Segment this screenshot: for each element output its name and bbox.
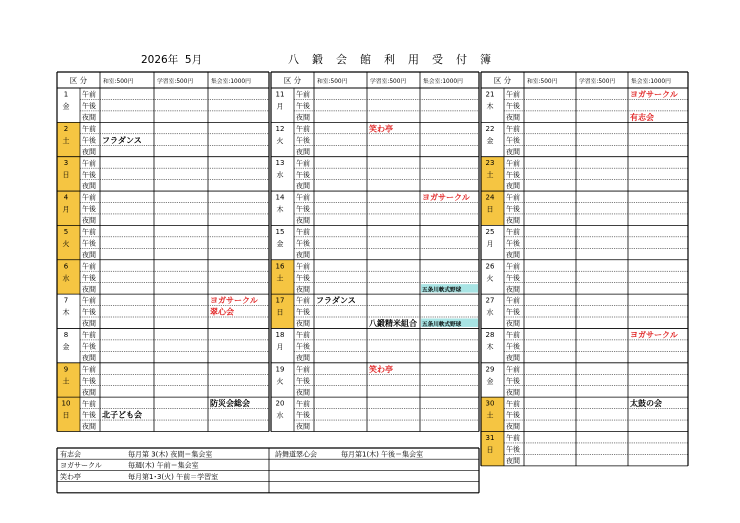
event-entry[interactable]: 五条川軟式野球 <box>422 287 462 294</box>
event-entry[interactable]: 防災会総会 <box>210 399 250 409</box>
slot-label: 午後 <box>82 308 96 317</box>
col-header-gakushu: 学習室:500円 <box>157 79 194 85</box>
col-header-washitsu: 和室:500円 <box>317 79 348 85</box>
slot-label: 午前 <box>506 331 520 340</box>
slot-label: 夜間 <box>82 147 96 156</box>
slot-label: 夜間 <box>296 147 310 156</box>
slot-label: 午前 <box>296 90 310 99</box>
slot-label: 午前 <box>506 296 520 305</box>
slot-label: 夜間 <box>506 113 520 122</box>
col-header-kubun: 区 分 <box>493 76 512 85</box>
day-number: 5 <box>63 227 69 236</box>
slot-label: 午後 <box>82 170 96 179</box>
slot-label: 午前 <box>82 262 96 271</box>
event-entry[interactable]: 太鼓の会 <box>630 399 662 409</box>
day-weekday: 日 <box>62 171 70 180</box>
day-weekday: 月 <box>62 205 70 214</box>
day-weekday: 月 <box>276 342 284 351</box>
slot-label: 午後 <box>506 376 520 385</box>
event-entry[interactable]: ヨガサークル <box>630 330 678 340</box>
day-weekday: 土 <box>62 377 70 386</box>
col-header-gakushu: 学習室:500円 <box>370 79 407 85</box>
day-number: 19 <box>275 365 285 374</box>
day-number: 27 <box>485 296 495 305</box>
day-number: 6 <box>63 262 69 271</box>
day-number: 24 <box>485 193 495 202</box>
day-number: 15 <box>275 227 285 236</box>
slot-label: 夜間 <box>506 182 520 191</box>
day-weekday: 土 <box>62 136 70 145</box>
day-weekday: 日 <box>62 411 70 420</box>
day-number: 3 <box>63 159 69 168</box>
day-number: 30 <box>485 399 495 408</box>
slot-label: 午前 <box>82 159 96 168</box>
slot-label: 午後 <box>296 376 310 385</box>
day-number: 25 <box>485 227 495 236</box>
slot-label: 午前 <box>82 296 96 305</box>
slot-label: 午後 <box>506 170 520 179</box>
day-weekday: 土 <box>486 411 494 420</box>
slot-label: 夜間 <box>82 353 96 362</box>
col-header-gakushu: 学習室:500円 <box>579 79 616 85</box>
day-number: 8 <box>63 330 69 339</box>
slot-label: 午後 <box>296 136 310 145</box>
day-number: 14 <box>275 193 285 202</box>
col-header-kubun: 区 分 <box>283 76 302 85</box>
slot-label: 夜間 <box>296 113 310 122</box>
event-entry[interactable]: 笑わ亭 <box>369 364 393 374</box>
slot-label: 午後 <box>82 376 96 385</box>
slot-label: 午後 <box>296 308 310 317</box>
slot-label: 午後 <box>506 136 520 145</box>
day-number: 9 <box>63 365 69 374</box>
slot-label: 午後 <box>296 170 310 179</box>
slot-label: 夜間 <box>82 113 96 122</box>
day-weekday: 金 <box>62 342 70 351</box>
day-weekday: 水 <box>276 411 284 420</box>
slot-label: 夜間 <box>296 285 310 294</box>
event-entry[interactable]: 五条川軟式野球 <box>422 322 462 328</box>
slot-label: 午前 <box>296 228 310 236</box>
col-header-shukai: 集会室:1000円 <box>631 79 671 85</box>
slot-label: 午前 <box>82 399 96 408</box>
day-weekday: 木 <box>486 102 494 111</box>
page-title: 八鍛会館利用受付簿 <box>288 53 504 66</box>
col-header-washitsu: 和室:500円 <box>103 79 134 85</box>
slot-label: 夜間 <box>506 422 520 431</box>
slot-label: 午前 <box>82 124 96 133</box>
slot-label: 夜間 <box>506 285 520 294</box>
month-label: 2026年 5月 <box>141 54 203 66</box>
slot-label: 午前 <box>296 331 310 340</box>
day-weekday: 日 <box>486 446 494 454</box>
note-name: 有志会 <box>60 450 81 459</box>
slot-label: 午前 <box>506 399 520 408</box>
slot-label: 午後 <box>506 102 520 111</box>
day-number: 22 <box>485 124 495 133</box>
slot-label: 午前 <box>82 365 96 374</box>
slot-label: 夜間 <box>296 182 310 191</box>
slot-label: 午後 <box>506 239 520 248</box>
event-entry[interactable]: 有志会 <box>630 112 654 122</box>
slot-label: 夜間 <box>82 182 96 191</box>
day-number: 12 <box>275 124 285 133</box>
slot-label: 午前 <box>296 193 310 202</box>
slot-label: 午前 <box>296 365 310 374</box>
slot-label: 午前 <box>82 228 96 236</box>
day-number: 2 <box>63 124 69 133</box>
slot-label: 午後 <box>506 273 520 282</box>
slot-label: 夜間 <box>506 353 520 362</box>
slot-label: 夜間 <box>296 250 310 259</box>
day-weekday: 火 <box>486 274 494 283</box>
day-weekday: 火 <box>62 239 70 248</box>
slot-label: 午後 <box>296 239 310 248</box>
slot-label: 午後 <box>296 102 310 111</box>
slot-label: 午前 <box>506 434 520 443</box>
col-header-shukai: 集会室:1000円 <box>423 79 463 85</box>
event-entry[interactable]: フラダンス <box>316 296 356 306</box>
slot-label: 午前 <box>296 296 310 305</box>
slot-label: 夜間 <box>506 147 520 156</box>
day-number: 26 <box>485 262 495 271</box>
slot-label: 午後 <box>296 273 310 282</box>
slot-label: 午後 <box>82 239 96 248</box>
slot-label: 夜間 <box>506 457 520 465</box>
slot-label: 午前 <box>296 399 310 408</box>
note-desc: 毎月第1･3(火) 午前＝学習室 <box>128 472 219 481</box>
slot-label: 午前 <box>506 159 520 168</box>
slot-label: 午後 <box>82 273 96 282</box>
slot-label: 午後 <box>506 342 520 351</box>
slot-label: 夜間 <box>82 319 96 328</box>
slot-label: 午後 <box>506 445 520 454</box>
day-weekday: 金 <box>276 239 284 248</box>
slot-label: 午後 <box>296 411 310 420</box>
day-number: 4 <box>63 193 69 202</box>
day-number: 1 <box>63 90 69 99</box>
slot-label: 午後 <box>82 342 96 351</box>
col-header-washitsu: 和室:500円 <box>527 79 558 85</box>
note-desc: 毎月第1(木) 午後＝集会室 <box>341 450 424 459</box>
day-number: 18 <box>275 330 285 339</box>
event-entry[interactable]: フラダンス <box>102 135 142 145</box>
slot-label: 夜間 <box>82 216 96 225</box>
slot-label: 夜間 <box>506 250 520 259</box>
col-header-kubun: 区 分 <box>69 76 88 85</box>
day-weekday: 金 <box>486 377 494 386</box>
note-desc: 毎月第 3(木) 夜間＝集会室 <box>128 450 213 459</box>
day-number: 16 <box>275 262 285 271</box>
slot-label: 午前 <box>506 228 520 236</box>
day-number: 29 <box>485 365 495 374</box>
event-entry[interactable]: ヨガサークル <box>422 193 470 203</box>
slot-label: 夜間 <box>82 285 96 294</box>
slot-label: 午前 <box>506 193 520 202</box>
slot-label: 夜間 <box>506 216 520 225</box>
day-weekday: 水 <box>276 171 284 180</box>
slot-label: 午前 <box>296 159 310 168</box>
day-number: 23 <box>485 159 495 168</box>
day-weekday: 日 <box>276 308 284 317</box>
day-weekday: 木 <box>62 308 70 317</box>
slot-label: 夜間 <box>296 388 310 397</box>
slot-label: 午前 <box>296 124 310 133</box>
day-number: 17 <box>275 296 285 305</box>
day-number: 11 <box>275 90 285 99</box>
slot-label: 午前 <box>506 124 520 133</box>
day-number: 7 <box>63 296 69 305</box>
col-header-shukai: 集会室:1000円 <box>211 79 251 85</box>
day-weekday: 金 <box>62 102 70 111</box>
note-name: ヨガサークル <box>60 461 102 470</box>
day-number: 13 <box>275 159 285 168</box>
event-entry[interactable]: 笑わ亭 <box>369 124 393 134</box>
day-weekday: 月 <box>276 102 284 111</box>
day-weekday: 木 <box>276 205 284 214</box>
slot-label: 午後 <box>506 308 520 317</box>
day-weekday: 土 <box>276 274 284 283</box>
day-weekday: 月 <box>486 239 494 248</box>
day-weekday: 火 <box>276 136 284 145</box>
event-entry[interactable]: ヨガサークル <box>210 296 258 306</box>
slot-label: 午前 <box>506 365 520 374</box>
note-desc: 毎週(木) 午前＝集会室 <box>128 461 199 470</box>
slot-label: 午前 <box>506 262 520 271</box>
slot-label: 午前 <box>82 90 96 99</box>
slot-label: 夜間 <box>82 388 96 397</box>
slot-label: 午後 <box>82 411 96 420</box>
event-entry[interactable]: ヨガサークル <box>630 90 678 99</box>
day-number: 31 <box>485 434 495 442</box>
note-name: 笑わ亭 <box>60 472 81 481</box>
slot-label: 午後 <box>82 102 96 111</box>
event-entry[interactable]: 翠心会 <box>210 307 234 317</box>
slot-label: 夜間 <box>296 216 310 225</box>
day-weekday: 木 <box>486 342 494 351</box>
day-number: 21 <box>485 90 495 99</box>
day-weekday: 土 <box>486 171 494 180</box>
slot-label: 午後 <box>506 411 520 420</box>
slot-label: 午後 <box>296 342 310 351</box>
day-weekday: 金 <box>486 136 494 145</box>
slot-label: 午前 <box>82 193 96 202</box>
slot-label: 夜間 <box>506 319 520 328</box>
slot-label: 夜間 <box>82 250 96 259</box>
slot-label: 午後 <box>296 205 310 214</box>
day-weekday: 日 <box>486 205 494 214</box>
day-number: 10 <box>61 399 71 408</box>
slot-label: 夜間 <box>296 353 310 362</box>
slot-label: 午前 <box>506 90 520 99</box>
slot-label: 午後 <box>82 205 96 214</box>
event-entry[interactable]: 八鍛精米組合 <box>369 319 417 328</box>
note-name: 詩舞道翠心会 <box>275 450 317 459</box>
slot-label: 夜間 <box>506 388 520 397</box>
slot-label: 午後 <box>82 136 96 145</box>
slot-label: 夜間 <box>296 319 310 328</box>
slot-label: 夜間 <box>296 422 310 431</box>
day-weekday: 水 <box>486 308 494 317</box>
day-weekday: 火 <box>276 377 284 386</box>
day-weekday: 水 <box>62 274 70 283</box>
slot-label: 午前 <box>82 331 96 340</box>
day-number: 20 <box>275 399 285 408</box>
event-entry[interactable]: 北子ども会 <box>102 410 142 420</box>
day-number: 28 <box>485 330 495 339</box>
slot-label: 夜間 <box>82 422 96 431</box>
slot-label: 午後 <box>506 205 520 214</box>
slot-label: 午前 <box>296 262 310 271</box>
